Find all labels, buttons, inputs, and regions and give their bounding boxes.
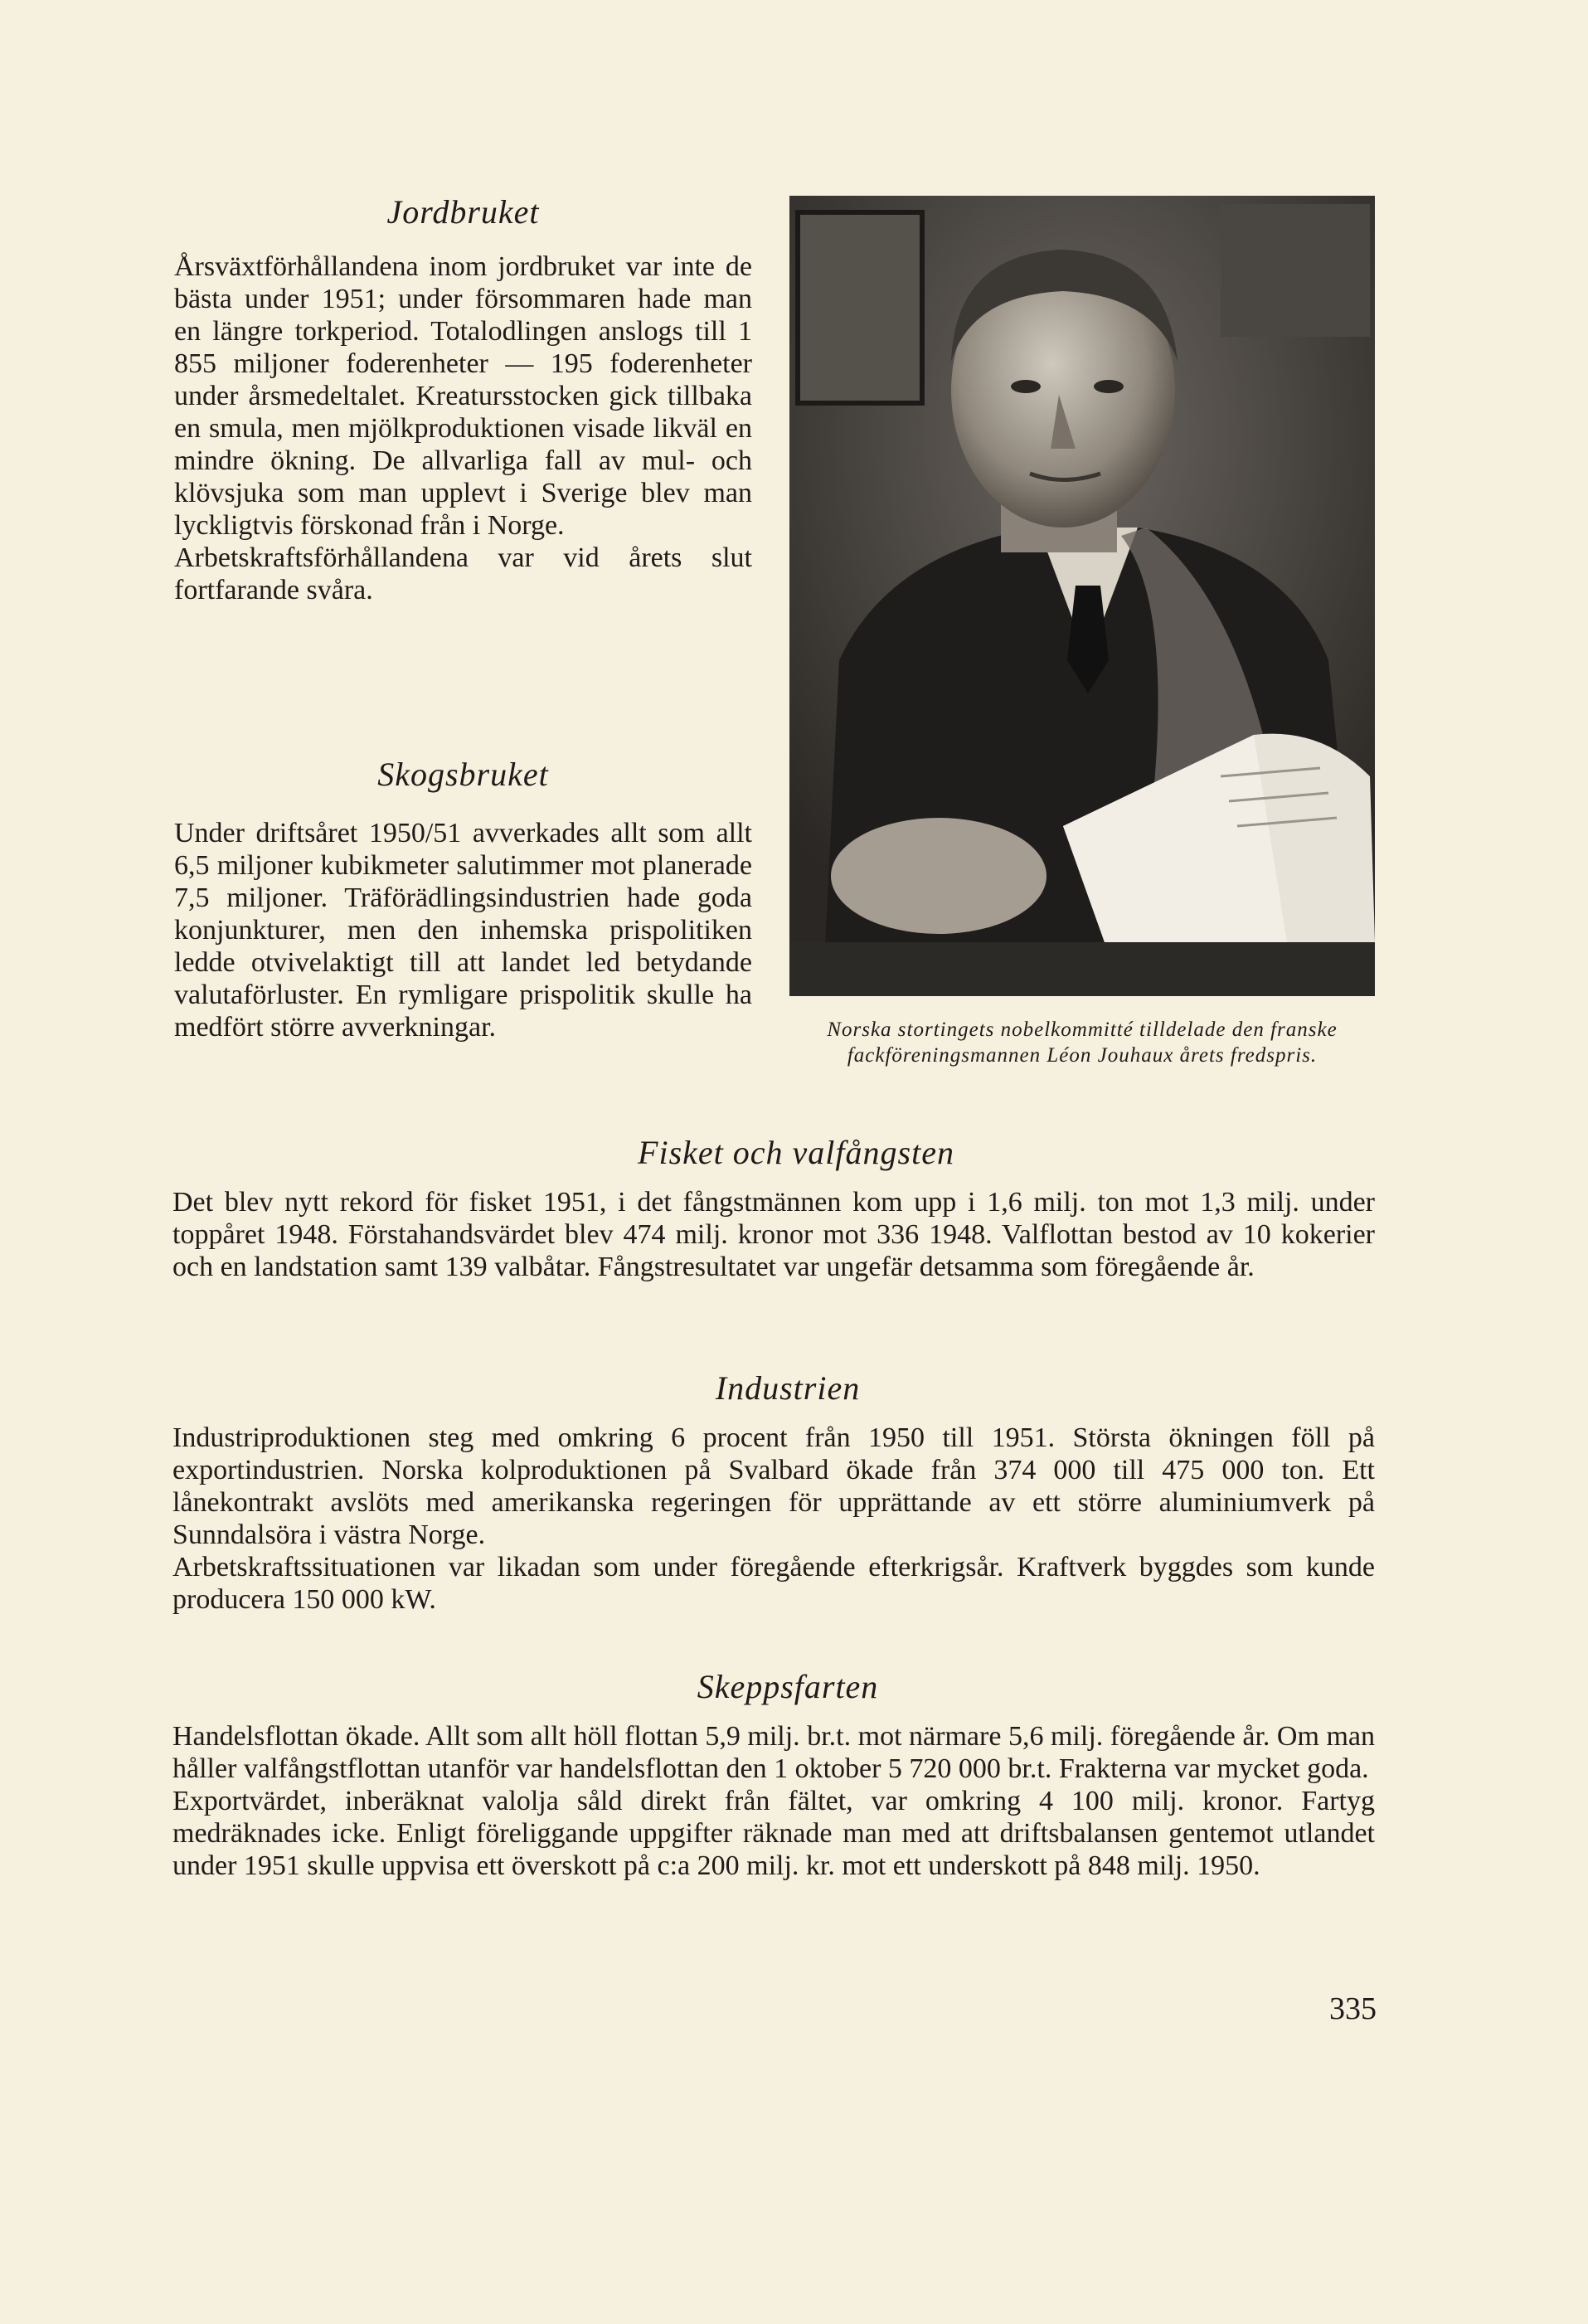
section-industrien-body	[172, 1422, 1375, 1616]
paragraph: Handelsflottan ökade. Allt som allt höll flottan 5,9 milj. br.t. mot närmare 5,6 milj. föregående år. Om man håller valfångstflottan utanför var handelsflottan den 1 oktober 5 720 000 br.t. Frakterna var mycket goda.	[172, 1721, 1375, 1784]
portrait-illustration	[789, 196, 1375, 996]
heading-jordbruket: Jordbruket	[386, 193, 540, 231]
section-skeppsfarten-body	[172, 1720, 1375, 1882]
heading-fisket: Fisket och valfångsten	[638, 1134, 954, 1171]
section-fisket-body	[172, 1186, 1375, 1283]
page-number: 335	[1329, 1991, 1377, 2026]
heading-industrien: Industrien	[715, 1369, 861, 1407]
paragraph: Industriproduktionen steg med omkring 6 procent från 1950 till 1951. Största ökningen föll på exportindustrien. Norska kolproduktionen på Svalbard ökade från 374 000 till 475 000 ton. Ett lånekontrakt avslöts med amerikanska regeringen för upprättande av ett större aluminiumverk på Sunndalsöra i västra Norge.	[172, 1422, 1375, 1550]
paragraph: Under driftsåret 1950/51 avverkades allt som allt 6,5 miljoner kubikmeter salutimmer mot planerade 7,5 miljoner. Träförädlingsindustrien hade goda konjunkturer, men den inhemska prispolitiken ledde otvivelaktigt till att landet led betydande valutaförluster. En rymligare prispolitik skulle ha medfört större avverkningar.	[174, 818, 752, 1043]
paragraph: Det blev nytt rekord för fisket 1951, i det fångstmännen kom upp i 1,6 milj. ton mot 1,3 milj. under toppåret 1948. Förstahandsvärdet blev 474 milj. kronor mot 336 1948. Valflottan bestod av 10 kokerier och en landstation samt 139 valbåtar. Fångstresultatet var ungefär detsamma som föregående år.	[172, 1187, 1375, 1282]
heading-skogsbruket: Skogsbruket	[377, 756, 549, 793]
paragraph: Årsväxtförhållandena inom jordbruket var inte de bästa under 1951; under försommaren hade man en längre torkperiod. Totalodlingen anslogs till 1 855 miljoner foderenheter — 195 foderenheter under årsmedeltalet. Kreatursstocken gick tillbaka en smula, men mjölkproduktionen visade likväl en mindre ökning. De allvarliga fall av mul- och klövsjuka som man upplevt i Sverige blev man lyckligtvis förskonad från i Norge.	[174, 251, 752, 541]
paragraph: Exportvärdet, inberäknat valolja såld direkt från fältet, var omkring 4 100 milj. kronor. Fartyg medräknades icke. Enligt föreliggande uppgifter räknade man med att driftsbalansen gentemot utlandet under 1951 skulle uppvisa ett överskott på c:a 200 milj. kr. mot ett underskott på 848 milj. 1950.	[172, 1786, 1375, 1881]
paragraph: Arbetskraftssituationen var likadan som under föregående efterkrigsår. Kraftverk byggdes som kunde producera 150 000 kW.	[172, 1552, 1375, 1615]
section-skogsbruket-body	[174, 817, 752, 1043]
section-jordbruket-body	[174, 250, 752, 606]
portrait-photo	[789, 196, 1375, 996]
heading-skeppsfarten: Skeppsfarten	[697, 1668, 879, 1705]
photo-caption: Norska stortingets nobelkommitté tilldelade den franske fackföreningsmannen Léon Jouhaux årets fredspris.	[827, 1019, 1338, 1067]
paragraph: Arbetskraftsförhållandena var vid årets slut fortfarande svåra.	[174, 542, 752, 605]
